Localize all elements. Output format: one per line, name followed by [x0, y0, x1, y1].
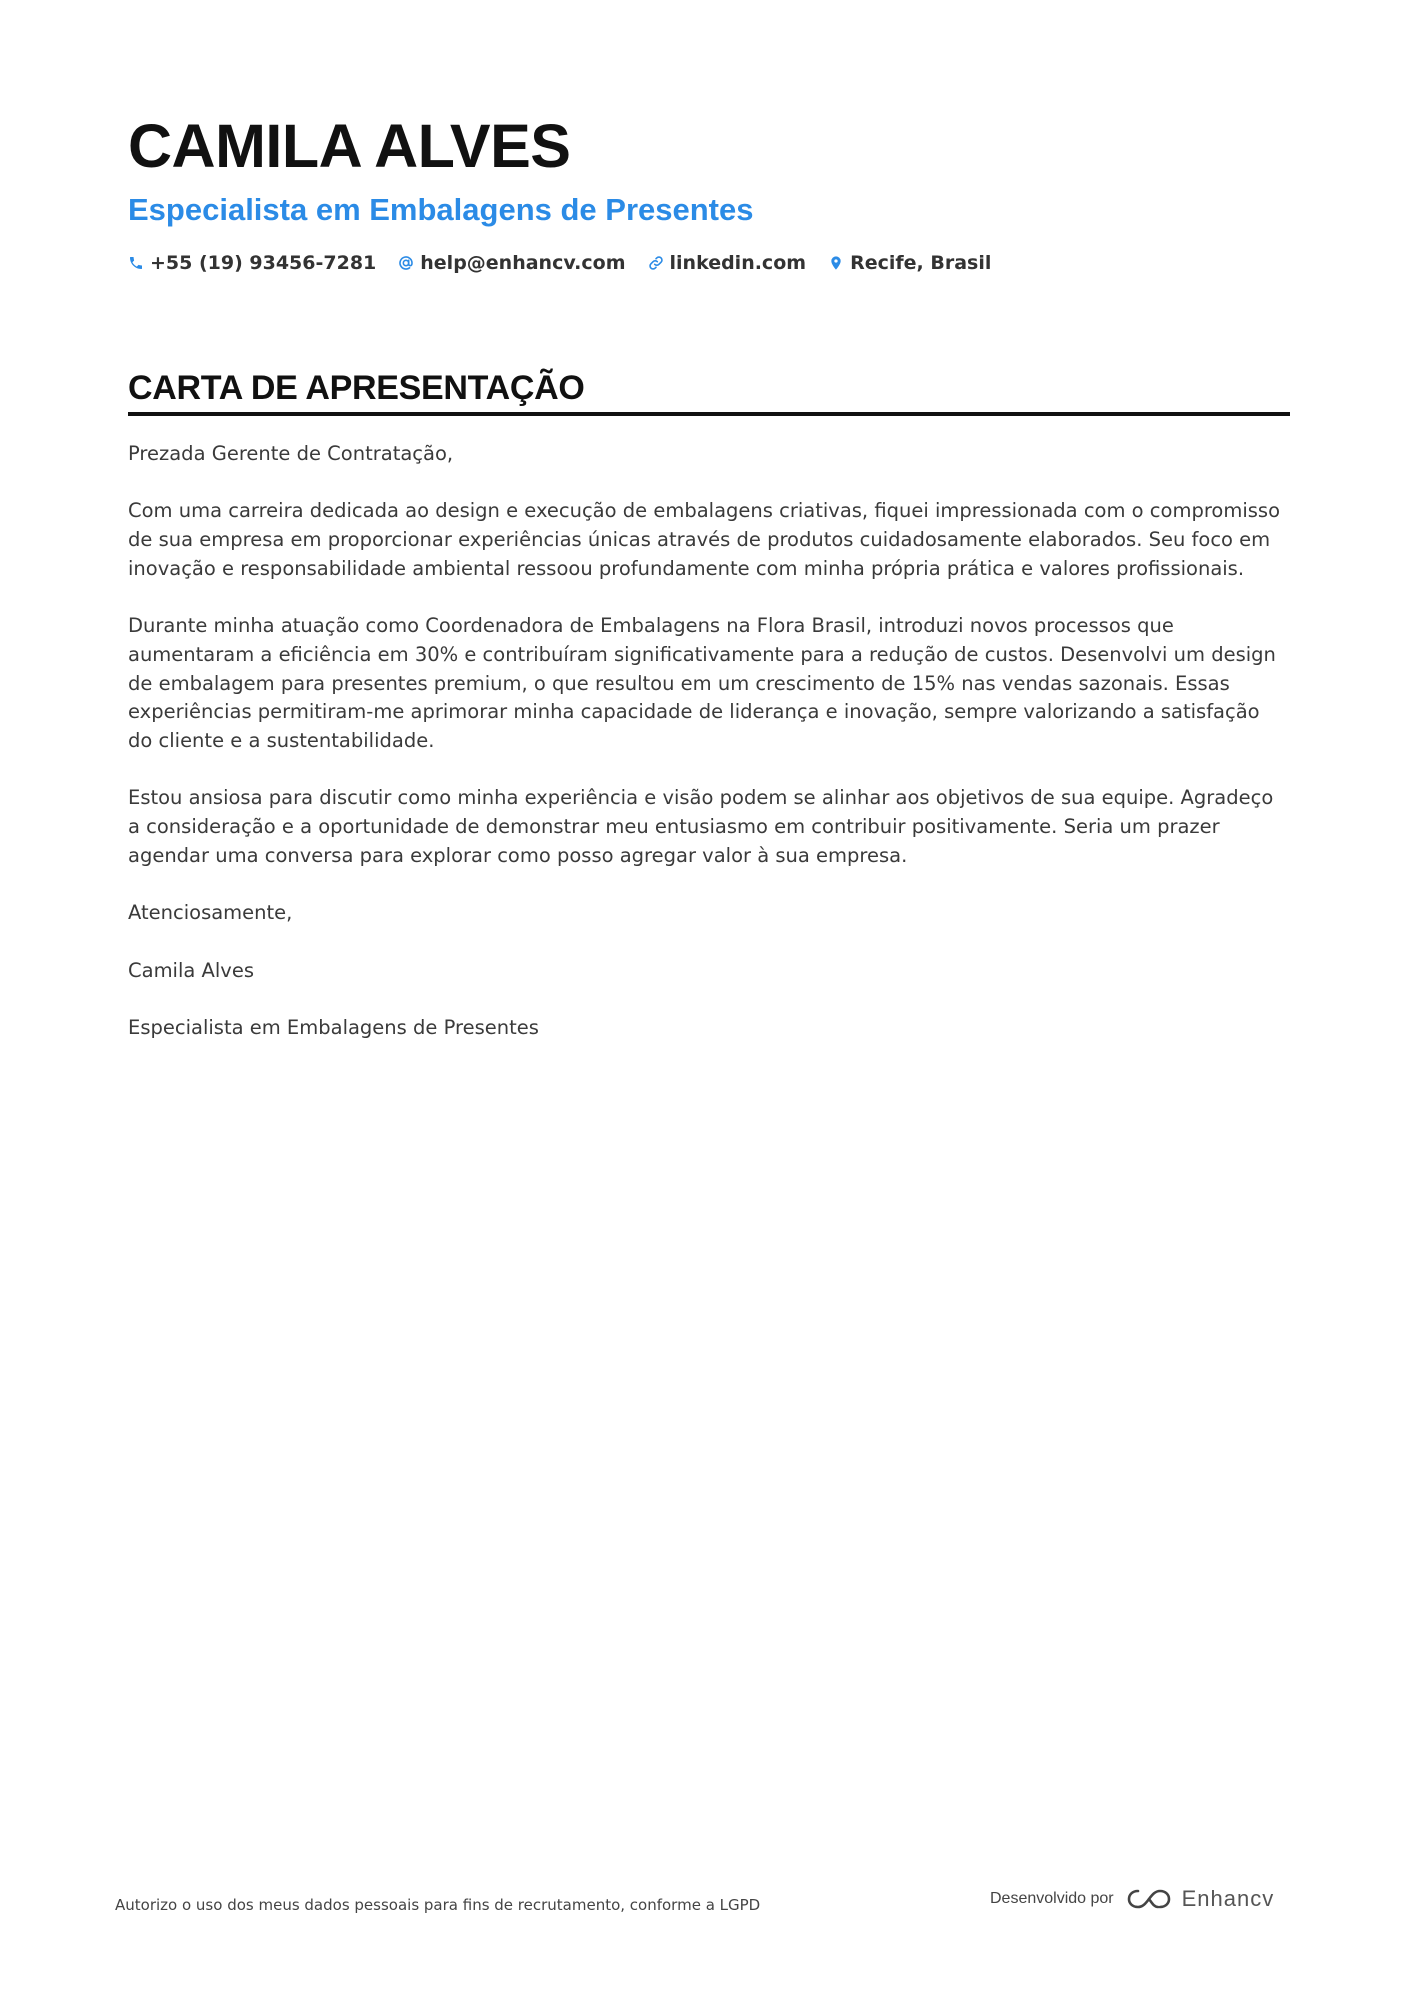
candidate-job-title: Especialista em Embalagens de Presentes [128, 192, 754, 227]
letter-paragraph: Durante minha atuação como Coordenadora de Embalagens na Flora Brasil, introduzi novos processos que aumentaram a eficiência em 30% e contribuíram significativamente para a redução de custos. Desenvolvi um design de embalagem para presentes premium, o que resultou em um crescimento de 15% nas vendas sazonais. Essas experiências permitiram-me aprimorar minha capacidade de liderança e inovação, sempre valorizando a satisfação do cliente e a sustentabilidade. [128, 614, 1276, 752]
link-icon [648, 255, 664, 271]
letter-greeting: Prezada Gerente de Contratação, [128, 442, 454, 465]
letter-body [128, 440, 1290, 1043]
at-icon [398, 255, 414, 271]
contact-linkedin[interactable] [648, 252, 807, 274]
powered-by-label: Desenvolvido por [990, 1890, 1114, 1907]
contact-location [828, 252, 991, 274]
resume-header [128, 110, 1288, 274]
letter-paragraph: Com uma carreira dedicada ao design e execução de embalagens criativas, fiquei impressionada com o compromisso de sua empresa em proporcionar experiências únicas através de produtos cuidadosamente elaborados. Seu foco em inovação e responsabilidade ambiental ressoou profundamente com minha própria prática e valores profissionais. [128, 499, 1281, 580]
linkedin-link[interactable]: linkedin.com [669, 252, 807, 274]
signature-title: Especialista em Embalagens de Presentes [128, 1015, 539, 1039]
phone-icon [128, 255, 144, 271]
enhancv-logo-icon [1126, 1886, 1172, 1912]
contact-email[interactable] [398, 252, 625, 274]
letter-paragraph: Estou ansiosa para discutir como minha experiência e visão podem se alinhar aos objetivos de sua equipe. Agradeço a consideração e a oportunidade de demonstrar meu entusiasmo em contribuir positivamente. Seria um prazer agendar uma conversa para explorar como posso agregar valor à sua empresa. [128, 786, 1274, 867]
consent-footer: Autorizo o uso dos meus dados pessoais para fins de recrutamento, conforme a LGPD [115, 1896, 761, 1914]
location-pin-icon [828, 255, 844, 271]
section-title: CARTA DE APRESENTAÇÃO [128, 368, 1290, 416]
candidate-name: CAMILA ALVES [128, 112, 571, 180]
brand-logo[interactable] [1126, 1886, 1275, 1912]
brand-name: Enhancv [1181, 1886, 1275, 1911]
powered-by-footer[interactable] [990, 1886, 1290, 1912]
location-text: Recife, Brasil [850, 252, 992, 274]
cover-letter-section [128, 368, 1290, 1071]
contact-info-bar [128, 252, 1288, 274]
contact-phone [128, 252, 376, 274]
phone-number: +55 (19) 93456-7281 [150, 252, 377, 274]
signature-name: Camila Alves [128, 958, 254, 982]
email-address[interactable]: help@enhancv.com [420, 252, 626, 274]
letter-closing: Atenciosamente, [128, 901, 293, 925]
